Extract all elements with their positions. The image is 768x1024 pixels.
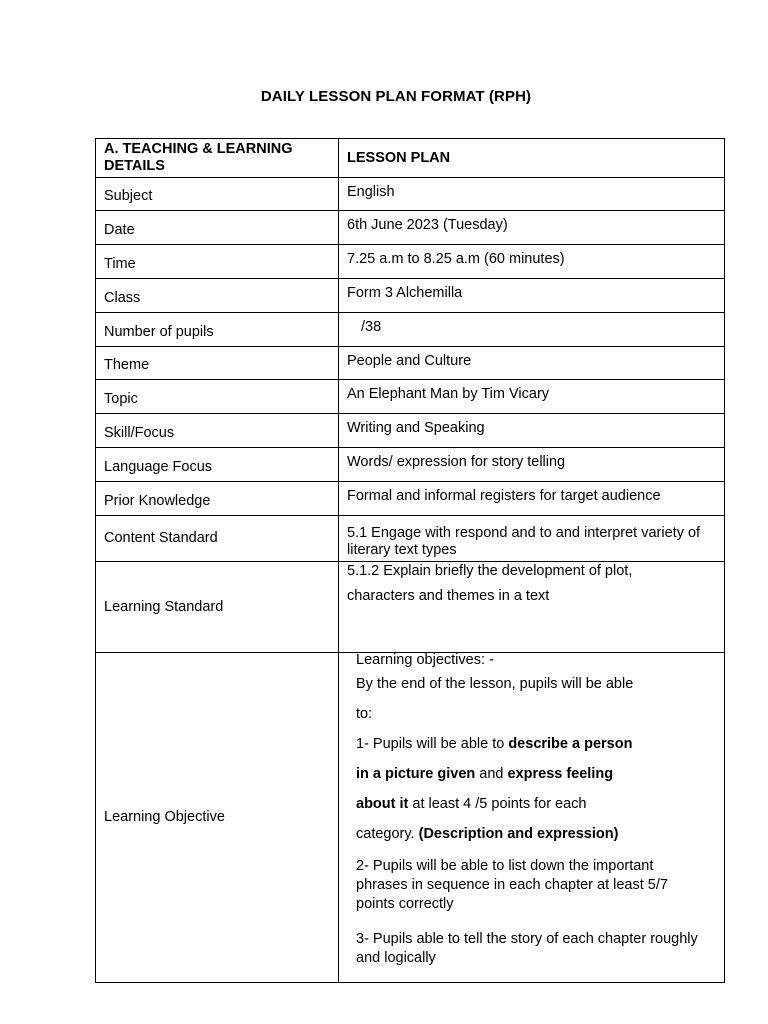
row-value-skill-focus: Writing and Speaking	[339, 414, 725, 448]
row-label-date: Date	[96, 211, 339, 245]
objective-1-bold: express feeling	[507, 766, 614, 782]
objective-1-text: 1- Pupils will be able to	[356, 736, 509, 752]
objective-1-bold: about it	[356, 796, 409, 812]
table-row	[96, 178, 725, 211]
table-row	[96, 245, 725, 279]
header-teaching-learning-details: A. TEACHING & LEARNING DETAILS	[96, 139, 339, 178]
table-row	[96, 414, 725, 448]
row-value-subject: English	[339, 178, 725, 211]
row-value-time: 7.25 a.m to 8.25 a.m (60 minutes)	[339, 245, 725, 279]
table-row	[96, 380, 725, 414]
row-label-class: Class	[96, 279, 339, 313]
objective-1-line-1	[356, 729, 704, 759]
row-value-class: Form 3 Alchemilla	[339, 279, 725, 313]
objective-1-bold: in a picture given	[356, 766, 476, 782]
objectives-intro-line-1: By the end of the lesson, pupils will be able	[356, 676, 634, 692]
row-label-content-standard: Content Standard	[96, 516, 339, 562]
row-label-theme: Theme	[96, 347, 339, 380]
row-label-learning-standard: Learning Standard	[96, 562, 339, 653]
row-label-number-of-pupils: Number of pupils	[96, 313, 339, 347]
row-value-learning-objective	[339, 653, 725, 983]
table-header-row	[96, 139, 725, 178]
table-row	[96, 279, 725, 313]
objective-1-text: category.	[356, 826, 419, 842]
table-row	[96, 562, 725, 653]
row-label-skill-focus: Skill/Focus	[96, 414, 339, 448]
objective-1-line-3	[356, 789, 704, 819]
row-label-subject: Subject	[96, 178, 339, 211]
row-value-theme: People and Culture	[339, 347, 725, 380]
row-value-learning-standard	[339, 562, 725, 653]
table-row	[96, 448, 725, 482]
lesson-plan-table	[95, 138, 725, 983]
row-value-number-of-pupils: /38	[339, 313, 725, 347]
learning-standard-line-1: 5.1.2 Explain briefly the development of plot,	[347, 563, 633, 579]
row-label-learning-objective: Learning Objective	[96, 653, 339, 983]
row-value-topic: An Elephant Man by Tim Vicary	[339, 380, 725, 414]
row-value-language-focus: Words/ expression for story telling	[339, 448, 725, 482]
objectives-intro-line-2: to:	[356, 706, 373, 722]
objectives-heading: Learning objectives: -	[356, 652, 494, 668]
table-row	[96, 516, 725, 562]
table-row	[96, 313, 725, 347]
learning-standard-line-2: characters and themes in a text	[347, 588, 550, 604]
row-label-language-focus: Language Focus	[96, 448, 339, 482]
row-value-date: 6th June 2023 (Tuesday)	[339, 211, 725, 245]
table-row	[96, 211, 725, 245]
objective-1-line-4	[356, 819, 704, 849]
objective-2: 2- Pupils will be able to list down the important phrases in sequence in each chapter at least 5/7 points correctly	[356, 858, 668, 912]
row-label-time: Time	[96, 245, 339, 279]
row-value-prior-knowledge: Formal and informal registers for target audience	[339, 482, 725, 516]
objective-1-text: at least 4 /5 points for each	[408, 796, 587, 812]
row-value-content-standard: 5.1 Engage with respond and to and interpret variety of literary text types	[339, 516, 725, 562]
objective-1-line-2	[356, 759, 704, 789]
row-label-prior-knowledge: Prior Knowledge	[96, 482, 339, 516]
objective-1-bold: describe a person	[508, 736, 633, 752]
table-row	[96, 653, 725, 983]
objective-1-bold: (Description and expression)	[418, 826, 619, 842]
table-row	[96, 347, 725, 380]
document-title: DAILY LESSON PLAN FORMAT (RPH)	[260, 88, 532, 105]
header-lesson-plan: LESSON PLAN	[339, 139, 725, 178]
objective-1-text: and	[475, 766, 508, 782]
table-row	[96, 482, 725, 516]
objective-3: 3- Pupils able to tell the story of each chapter roughly and logically	[356, 931, 698, 966]
row-label-topic: Topic	[96, 380, 339, 414]
